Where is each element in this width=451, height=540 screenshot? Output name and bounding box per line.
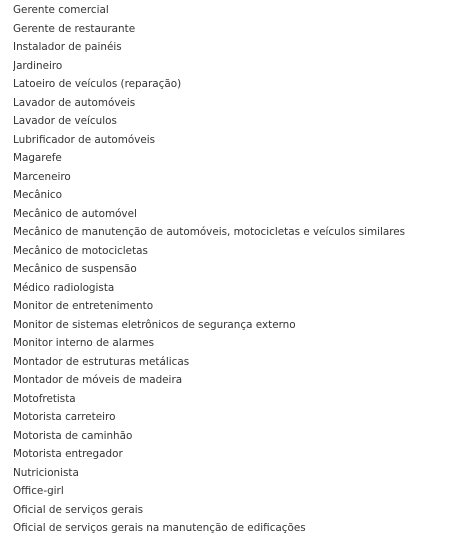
job-title-item: Monitor de sistemas eletrônicos de segurança externo [13,318,296,331]
job-title-item: Motorista entregador [13,448,123,460]
job-title-item: Motorista de caminhão [13,429,133,442]
job-title-item: Jardineiro [13,59,63,72]
job-title-item: Mecânico [13,189,62,201]
job-title-item: Mecânico de automóvel [13,207,137,220]
job-title-item: Nutricionista [13,466,79,479]
job-title-item: Motorista carreteiro [13,411,116,423]
job-title-list [13,1,443,538]
job-title-item: Marceneiro [13,170,71,183]
job-title-item: Motofretista [13,392,76,405]
job-title-item: Oficial de serviços gerais [13,503,143,516]
job-title-item: Latoeiro de veículos (reparação) [13,78,182,90]
job-title-item: Médico radiologista [13,281,115,294]
job-title-item: Magarefe [13,152,62,164]
job-title-item: Lavador de automóveis [13,96,136,109]
job-title-item: Mecânico de suspensão [13,263,137,275]
job-title-item: Montador de móveis de madeira [13,374,183,386]
job-title-item: Instalador de painéis [13,41,122,53]
job-title-item: Lavador de veículos [13,115,117,127]
job-title-item: Monitor de entretenimento [13,300,154,312]
job-title-item: Montador de estruturas metálicas [13,355,190,368]
job-title-item: Lubrificador de automóveis [13,133,156,146]
job-title-item: Gerente comercial [13,4,109,16]
job-title-item: Monitor interno de alarmes [13,337,155,349]
job-title-item: Oficial de serviços gerais na manutenção de edificações [13,522,306,534]
job-title-item: Mecânico de manutenção de automóveis, motocicletas e veículos similares [13,226,406,238]
job-title-item: Office-girl [13,485,64,497]
job-title-item: Gerente de restaurante [13,22,136,35]
job-title-item: Mecânico de motocicletas [13,244,148,257]
